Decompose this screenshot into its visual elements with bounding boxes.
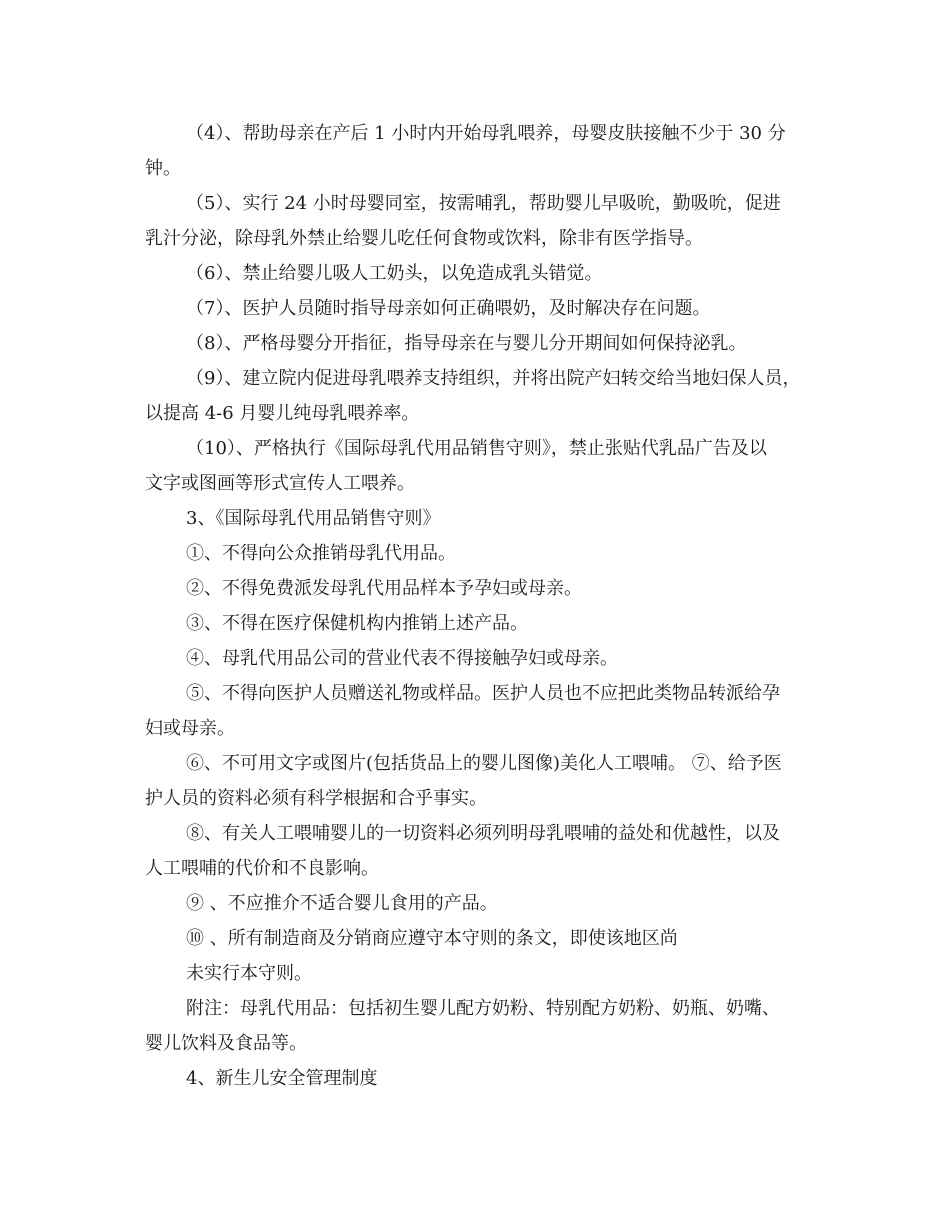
paragraph-line: （8）、严格母婴分开指征，指导母亲在与婴儿分开期间如何保持泌乳。 (186, 333, 747, 354)
section-heading: 4、新生儿安全管理制度 (186, 1068, 378, 1089)
list-item: ②、不得免费派发母乳代用品样本予孕妇或母亲。 (186, 578, 582, 599)
list-item-continuation: 妇或母亲。 (145, 718, 235, 739)
paragraph-line: 乳汁分泌，除母乳外禁止给婴儿吃任何食物或饮料，除非有医学指导。 (145, 228, 703, 249)
paragraph-line: （7）、医护人员随时指导母亲如何正确喂奶，及时解决存在问题。 (186, 298, 711, 319)
list-item: ⑤、不得向医护人员赠送礼物或样品。医护人员也不应把此类物品转派给孕 (186, 683, 780, 704)
list-item-continuation: 护人员的资料必须有科学根据和合乎事实。 (145, 788, 487, 809)
paragraph-line: （4）、帮助母亲在产后 1 小时内开始母乳喂养，母婴皮肤接触不少于 30 分 (186, 123, 786, 144)
paragraph-line: （5）、实行 24 小时母婴同室，按需哺乳，帮助婴儿早吸吮，勤吸吮，促进 (186, 193, 781, 214)
list-item: ③、不得在医疗保健机构内推销上述产品。 (186, 613, 528, 634)
list-item: ⑩ 、所有制造商及分销商应遵守本守则的条文，即使该地区尚 (186, 928, 678, 949)
note-line-continuation: 婴儿饮料及食品等。 (145, 1033, 307, 1054)
paragraph-line: （6）、禁止给婴儿吸人工奶头，以免造成乳头错觉。 (186, 263, 603, 284)
list-item: ④、母乳代用品公司的营业代表不得接触孕妇或母亲。 (186, 648, 618, 669)
paragraph-line: （9）、建立院内促进母乳喂养支持组织，并将出院产妇转交给当地妇保人员， (186, 368, 801, 389)
document-body (145, 116, 805, 1096)
list-item: ⑨ 、不应推介不适合婴儿食用的产品。 (186, 893, 498, 914)
note-line: 附注：母乳代用品：包括初生婴儿配方奶粉、特别配方奶粉、奶瓶、奶嘴、 (186, 998, 780, 1019)
paragraph-line: 以提高 4-6 月婴儿纯母乳喂养率。 (145, 403, 420, 424)
paragraph-line: 钟。 (145, 158, 181, 179)
list-item: ⑥、不可用文字或图片(包括货品上的婴儿图像)美化人工喂哺。 ⑦、给予医 (186, 753, 782, 774)
section-heading: 3、《国际母乳代用品销售守则》 (186, 508, 441, 529)
paragraph-line: 文字或图画等形式宣传人工喂养。 (145, 473, 415, 494)
list-item: ①、不得向公众推销母乳代用品。 (186, 543, 456, 564)
list-item: ⑧、有关人工喂哺婴儿的一切资料必须列明母乳喂哺的益处和优越性，以及 (186, 823, 780, 844)
paragraph-line: （10）、严格执行《国际母乳代用品销售守则》，禁止张贴代乳品广告及以 (186, 438, 767, 459)
list-item-continuation: 人工喂哺的代价和不良影响。 (145, 858, 379, 879)
list-item-continuation: 未实行本守则。 (186, 963, 312, 984)
